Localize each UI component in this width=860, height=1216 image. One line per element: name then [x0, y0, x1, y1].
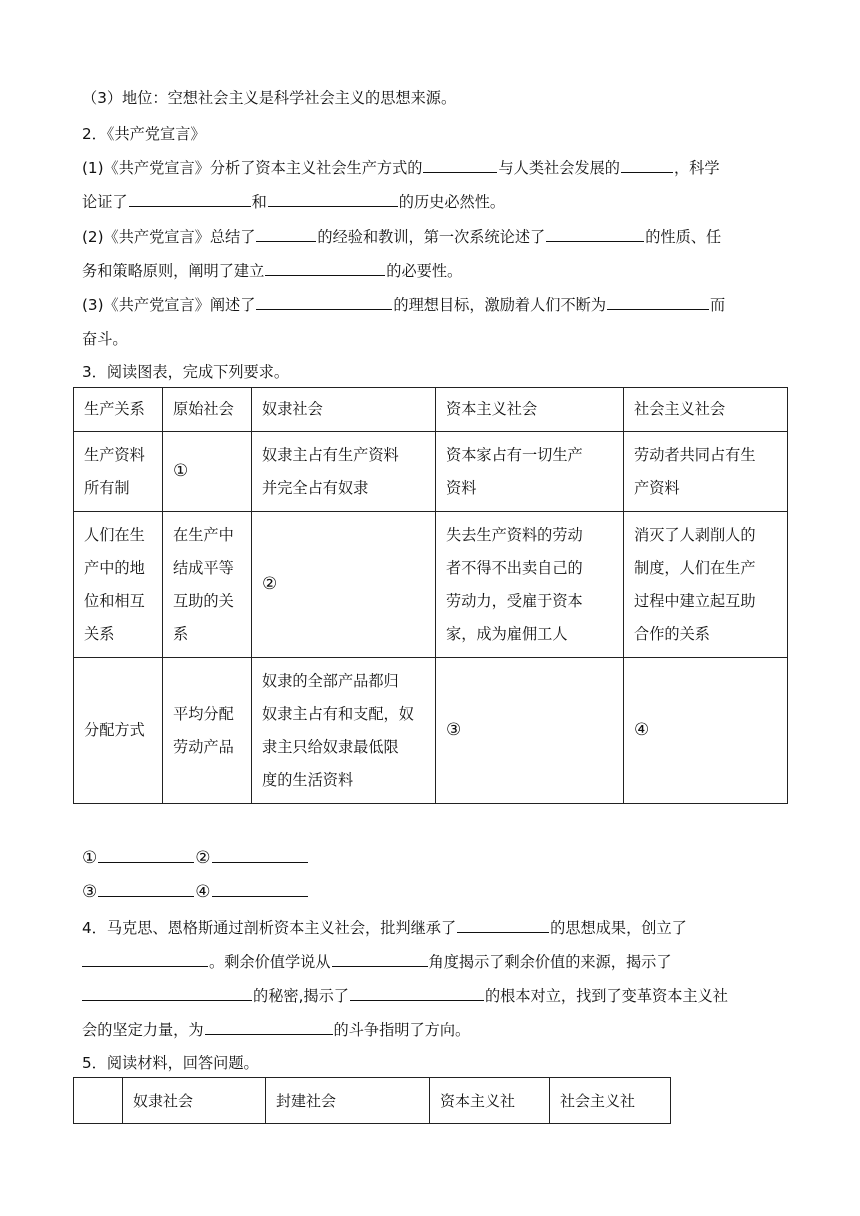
fill-blank[interactable] — [350, 986, 484, 1001]
q2-line-3: (2)《共产党宣言》总结了 的经验和教训，第一次系统论述了 的性质、任 — [82, 228, 722, 246]
fill-blank[interactable] — [82, 952, 208, 967]
blank-cell[interactable]: ② — [252, 512, 436, 658]
table-cell: 失去生产资料的劳动 者不得不出卖自己的 劳动力，受雇于资本 家，成为雇佣工人 — [436, 512, 624, 658]
fill-blank[interactable] — [457, 918, 549, 933]
header-cell — [74, 1078, 123, 1124]
blank-cell[interactable]: ④ — [624, 658, 788, 804]
table-header-row — [74, 388, 788, 432]
q2-heading: 2．《共产党宣言》 — [82, 125, 206, 143]
q2-line-5: (3)《共产党宣言》阐述了 的理想目标，激励着人们不断为 而 — [82, 296, 726, 314]
fill-blank[interactable] — [332, 952, 428, 967]
table-cell: 资本家占有一切生产 资料 — [436, 432, 624, 512]
fill-blank[interactable] — [256, 295, 392, 310]
q5-header-row — [74, 1078, 671, 1124]
table-cell: 奴隶主占有生产资料 并完全占有奴隶 — [252, 432, 436, 512]
fill-blank[interactable] — [546, 227, 644, 242]
table-cell: 在生产中 结成平等 互助的关 系 — [163, 512, 252, 658]
q2-line-2: 论证了 和 的历史必然性。 — [82, 193, 506, 211]
header-cell: 社会主义社 — [550, 1078, 671, 1124]
header-cell: 社会主义社会 — [624, 388, 788, 432]
table-row — [74, 658, 788, 804]
header-cell: 资本主义社 — [430, 1078, 550, 1124]
header-cell: 奴隶社会 — [123, 1078, 266, 1124]
header-cell: 原始社会 — [163, 388, 252, 432]
q4-line-3: 的秘密,揭示了 的根本对立，找到了变革资本主义社 — [82, 986, 728, 1006]
answer-line-1: ① ② — [82, 848, 309, 868]
fill-blank[interactable] — [268, 192, 398, 207]
table-cell: 劳动者共同占有生 产资料 — [624, 432, 788, 512]
table-row — [74, 512, 788, 658]
answer-line-2: ③ ④ — [82, 882, 309, 902]
fill-blank[interactable] — [256, 227, 316, 242]
q4-line-1: 4．马克思、恩格斯通过剖析资本主义社会，批判继承了 的思想成果，创立了 — [82, 919, 687, 937]
header-cell: 奴隶社会 — [252, 388, 436, 432]
fill-blank[interactable] — [82, 986, 252, 1001]
q2-line-6: 奋斗。 — [82, 330, 128, 348]
q1-item-3: （3）地位：空想社会主义是科学社会主义的思想来源。 — [82, 89, 457, 107]
q5-heading: 5．阅读材料，回答问题。 — [82, 1054, 259, 1072]
table-row — [74, 432, 788, 512]
fill-blank[interactable] — [98, 848, 194, 863]
row-label: 分配方式 — [74, 658, 163, 804]
table-cell: 平均分配 劳动产品 — [163, 658, 252, 804]
blank-cell[interactable]: ① — [163, 432, 252, 512]
blank-cell[interactable]: ③ — [436, 658, 624, 804]
header-cell: 资本主义社会 — [436, 388, 624, 432]
row-label: 生产资料 所有制 — [74, 432, 163, 512]
q5-table — [73, 1077, 671, 1124]
relations-table — [73, 387, 788, 804]
fill-blank[interactable] — [607, 295, 709, 310]
fill-blank[interactable] — [212, 882, 308, 897]
fill-blank[interactable] — [265, 261, 385, 276]
fill-blank[interactable] — [98, 882, 194, 897]
fill-blank[interactable] — [205, 1020, 333, 1035]
header-cell: 封建社会 — [266, 1078, 430, 1124]
row-label: 人们在生 产中的地 位和相互 关系 — [74, 512, 163, 658]
fill-blank[interactable] — [423, 158, 497, 173]
fill-blank[interactable] — [129, 192, 251, 207]
table-cell: 消灭了人剥削人的 制度，人们在生产 过程中建立起互助 合作的关系 — [624, 512, 788, 658]
q4-line-4: 会的坚定力量，为 的斗争指明了方向。 — [82, 1021, 471, 1039]
fill-blank[interactable] — [212, 848, 308, 863]
q2-line-1: (1)《共产党宣言》分析了资本主义社会生产方式的 与人类社会发展的 ，科学 — [82, 159, 720, 177]
fill-blank[interactable] — [621, 158, 673, 173]
q3-heading: 3．阅读图表，完成下列要求。 — [82, 363, 290, 381]
q4-line-2: 。剩余价值学说从 角度揭示了剩余价值的来源，揭示了 — [82, 952, 672, 972]
q2-line-4: 务和策略原则，阐明了建立 的必要性。 — [82, 262, 463, 280]
header-cell: 生产关系 — [74, 388, 163, 432]
table-cell: 奴隶的全部产品都归 奴隶主占有和支配，奴 隶主只给奴隶最低限 度的生活资料 — [252, 658, 436, 804]
